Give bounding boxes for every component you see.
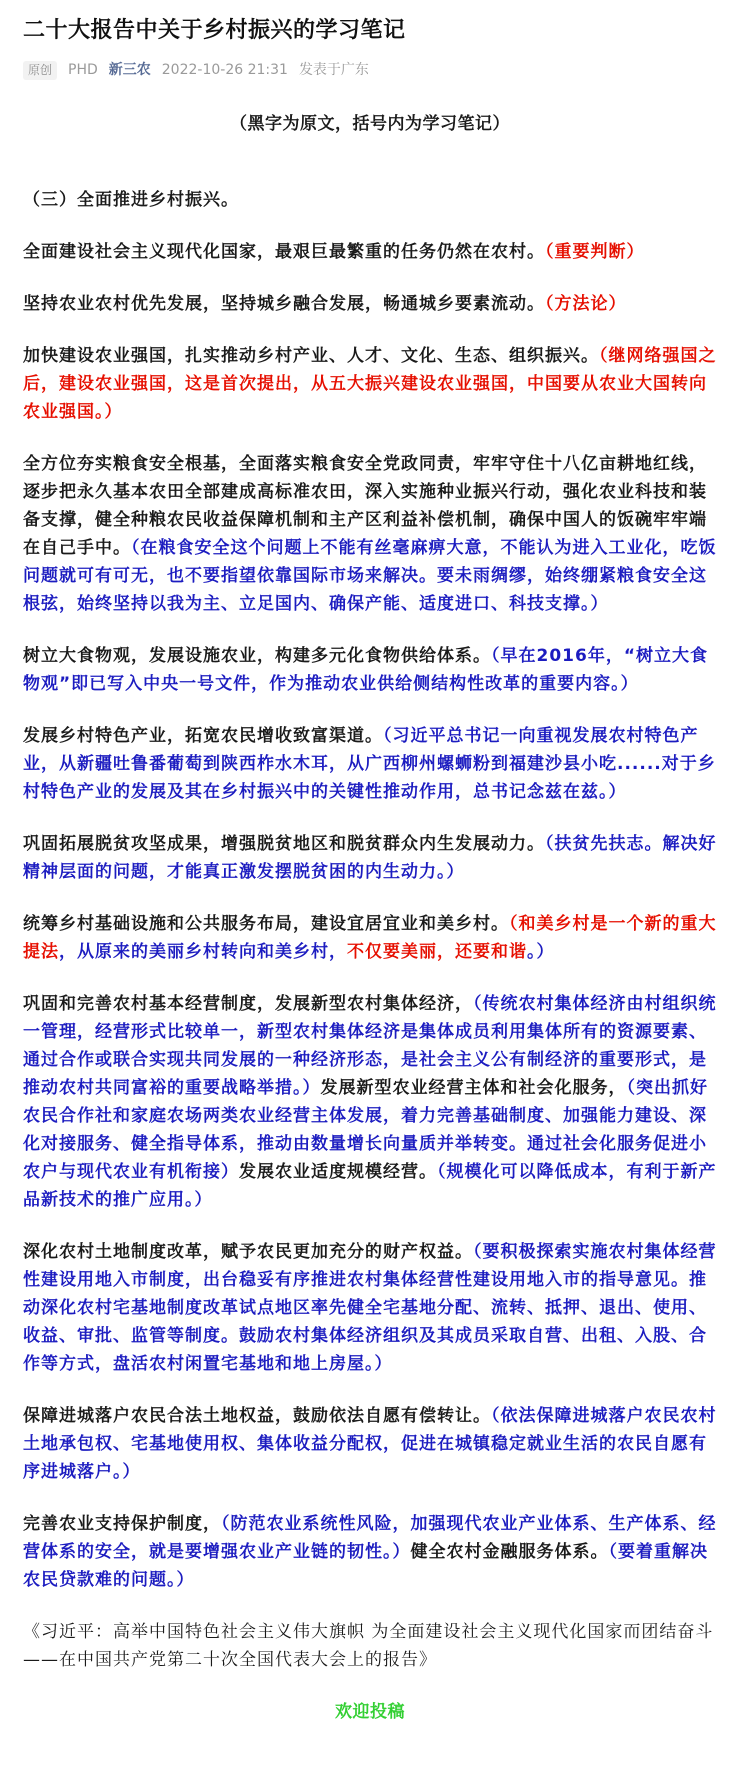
text-run: （要积极探索实施农村集体经营性建设用地入市制度，出台稳妥有序推进农村集体经营性建设用地入市的指导意见。推动深化农村宅基地制度改革试点地区率先健全宅基地分配、流转、抵押、退出、使用、收益、审批、监管等制度。鼓励农村集体经济组织及其成员采取自营、出租、入股、合作等方式，盘活农村闲置宅基地和地上房屋。） — [23, 1242, 717, 1374]
text-run: 巩固和完善农村基本经营制度，发展新型农村集体经济， — [23, 994, 473, 1014]
report-citation — [23, 1618, 717, 1674]
paragraph — [23, 290, 717, 318]
text-run: （扶贫先扶志。解决好精神层面的问题，才能真正激发摆脱贫困的内生动力。） — [23, 834, 717, 882]
text-run: 统筹乡村基础设施和公共服务布局，建设宜居宜业和美乡村。 — [23, 914, 509, 934]
text-run: 加快建设农业强国，扎实推动乡村产业、人才、文化、生态、组织振兴。 — [23, 346, 599, 366]
paragraph — [23, 642, 717, 698]
paragraph — [23, 238, 717, 266]
text-run: 。） — [527, 942, 555, 962]
article-body — [23, 110, 717, 1726]
paragraph — [23, 450, 717, 618]
text-run: 树立大食物观，发展设施农业，构建多元化食物供给体系。 — [23, 646, 491, 666]
text-run: （继网络强国之后，建设农业强国，这是首次提出，从五大振兴建设农业强国，中国要从农业大国转向农业强国。） — [23, 346, 717, 422]
text-run: 《习近平：高举中国特色社会主义伟大旗帜 为全面建设社会主义现代化国家而团结奋斗——在中国共产党第二十次全国代表大会上的报告》 — [23, 1622, 714, 1670]
article-title: 二十大报告中关于乡村振兴的学习笔记 — [23, 18, 406, 43]
text-run: （防范农业系统性风险，加强现代农业产业体系、生产体系、经营体系的安全，就是要增强农业产业链的韧性。） — [23, 1514, 717, 1562]
text-run: 深化农村土地制度改革，赋予农民更加充分的财产权益。 — [23, 1242, 473, 1262]
text-run: （黑字为原文，括号内为学习笔记） — [230, 114, 510, 134]
text-run: （重要判断） — [545, 242, 645, 262]
intro-note — [23, 110, 717, 138]
text-run: （三）全面推进乡村振兴。 — [23, 190, 239, 210]
text-run: 发展农业适度规模经营。 — [239, 1162, 437, 1182]
text-run: 坚持农业农村优先发展，坚持城乡融合发展，畅通城乡要素流动。 — [23, 294, 545, 314]
text-run: （在粮食安全这个问题上不能有丝毫麻痹大意，不能认为进入工业化，吃饭问题就可有可无，也不要指望依靠国际市场来解决。要未雨绸缪，始终绷紧粮食安全这根弦，始终坚持以我为主、立足国内、确保产能、适度进口、科技支撑。） — [23, 538, 717, 614]
text-run: （早在2016年，“树立大食物观”即已写入中央一号文件，作为推动农业供给侧结构性改革的重要内容。） — [23, 646, 708, 694]
paragraph — [23, 830, 717, 886]
text-run: 健全农村金融服务体系。 — [410, 1542, 609, 1562]
text-run: （传统农村集体经济由村组织统一管理，经营形式比较单一，新型农村集体经济是集体成员利用集体所有的资源要素、通过合作或联合实现共同发展的一种经济形态，是社会主义公有制经济的重要形式，是推动农村共同富裕的重要战略举措。） — [23, 994, 717, 1098]
text-run: （突出抓好农民合作社和家庭农场两类农业经营主体发展，着力完善基础制度、加强能力建设、深化对接服务、健全指导体系，推动由数量增长向量质并举转变。通过社会化服务促进小农户与现代农业有机衔接） — [23, 1078, 708, 1182]
text-run: 保障进城落户农民合法土地权益，鼓励依法自愿有偿转让。 — [23, 1406, 491, 1426]
section-heading — [23, 186, 717, 214]
paragraph — [23, 990, 717, 1214]
paragraph — [23, 1238, 717, 1378]
text-run: 发展新型农业经营主体和社会化服务， — [320, 1078, 627, 1098]
submit-cta[interactable] — [23, 1698, 717, 1726]
article-meta — [23, 60, 717, 80]
publish-datetime: 2022-10-26 21:31 — [161, 62, 288, 78]
original-badge: 原创 — [23, 61, 57, 80]
paragraph — [23, 342, 717, 426]
text-run: 巩固拓展脱贫攻坚成果，增强脱贫地区和脱贫群众内生发展动力。 — [23, 834, 545, 854]
text-run: ，从原来的美丽乡村转向和美乡村， — [59, 942, 347, 962]
author-name: PHD — [68, 62, 98, 78]
account-link[interactable]: 新三农 — [108, 62, 151, 78]
text-run: 不仅要美丽，还要和谐 — [347, 942, 527, 962]
text-run: 全面建设社会主义现代化国家，最艰巨最繁重的任务仍然在农村。 — [23, 242, 545, 262]
text-run: （习近平总书记一向重视发展农村特色产业，从新疆吐鲁番葡萄到陕西柞水木耳，从广西柳州螺蛳粉到福建沙县小吃......对于乡村特色产业的发展及其在乡村振兴中的关键性推动作用，总书记念兹在兹。） — [23, 726, 716, 802]
text-run: （方法论） — [545, 294, 627, 314]
paragraph — [23, 1402, 717, 1486]
paragraph — [23, 910, 717, 966]
text-run: （规模化可以降低成本，有利于新产品新技术的推广应用。） — [23, 1162, 717, 1210]
text-run: 完善农业支持保护制度， — [23, 1514, 221, 1534]
text-run: 全方位夯实粮食安全根基，全面落实粮食安全党政同责，牢牢守住十八亿亩耕地红线，逐步把永久基本农田全部建成高标准农田，深入实施种业振兴行动，强化农业科技和装备支撑，健全种粮农民收益保障机制和主产区利益补偿机制，确保中国人的饭碗牢牢端在自己手中。 — [23, 454, 707, 558]
text-run: 发展乡村特色产业，拓宽农民增收致富渠道。 — [23, 726, 383, 746]
paragraph — [23, 722, 717, 806]
publish-location: 发表于广东 — [298, 62, 369, 78]
text-run: 欢迎投稿 — [335, 1702, 405, 1722]
text-run: （要着重解决农民贷款难的问题。） — [23, 1542, 708, 1590]
text-run: （和美乡村是一个新的重大提法 — [23, 914, 717, 962]
text-run: （依法保障进城落户农民农村土地承包权、宅基地使用权、集体收益分配权，促进在城镇稳定就业生活的农民自愿有序进城落户。） — [23, 1406, 717, 1482]
paragraph — [23, 1510, 717, 1594]
